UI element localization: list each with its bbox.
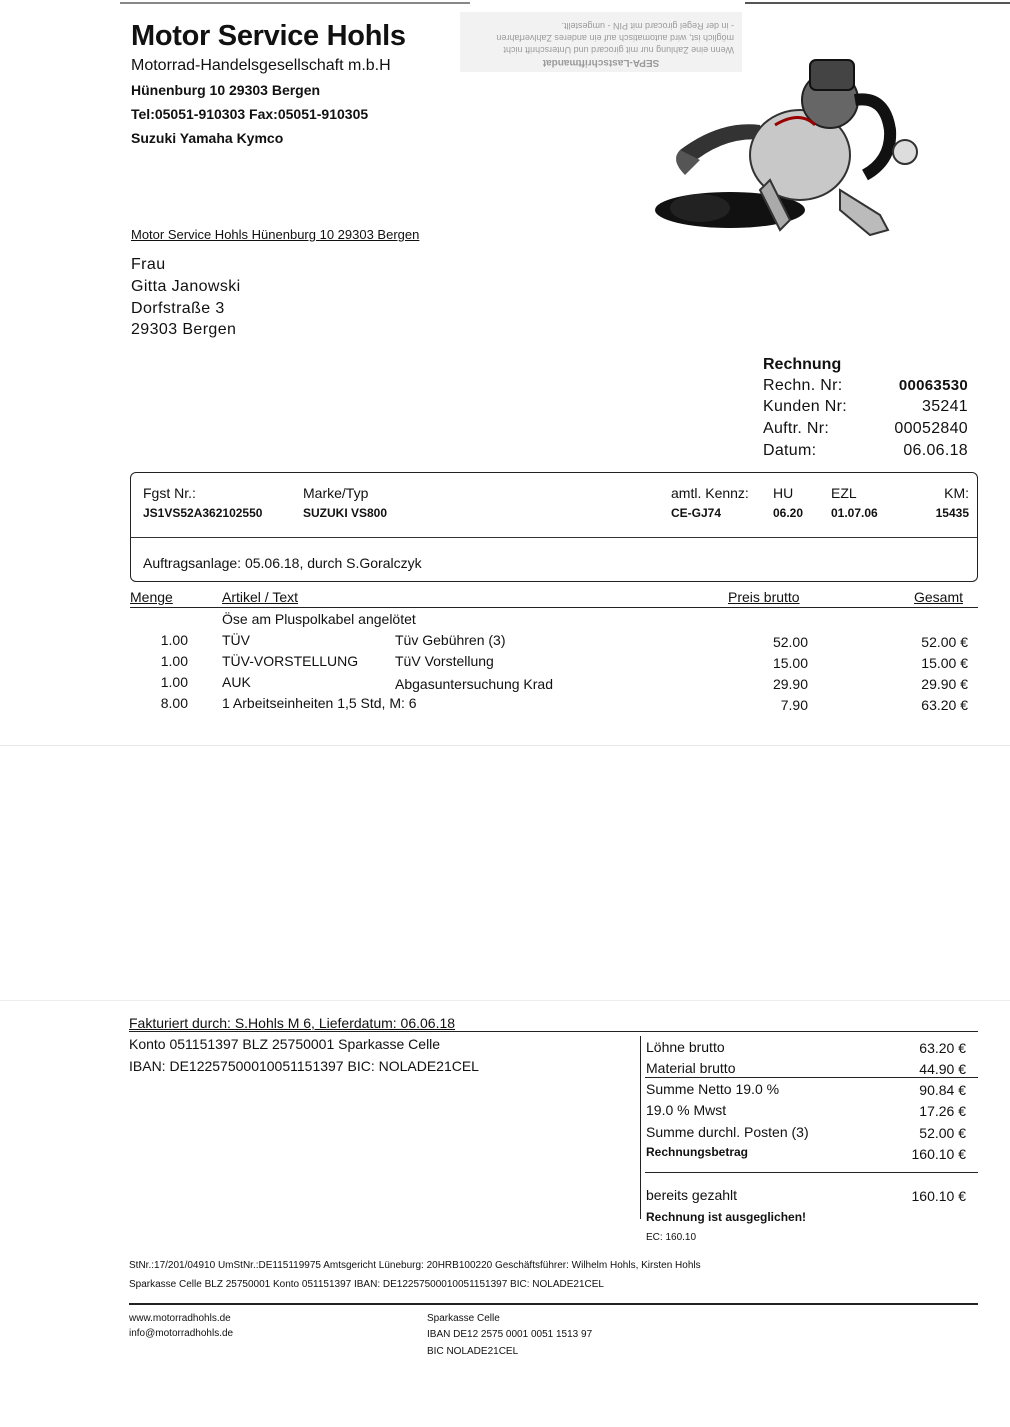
item-price: 7.90 bbox=[780, 697, 808, 713]
item-price: 29.90 bbox=[772, 676, 808, 692]
item-qty: 1.00 bbox=[160, 653, 188, 669]
company-address: Hünenburg 10 29303 Bergen bbox=[131, 82, 321, 98]
chassis-number-label: Fgst Nr.: bbox=[143, 485, 196, 501]
item-price: 15.00 bbox=[772, 655, 808, 671]
recipient-name: Gitta Janowski bbox=[131, 278, 241, 295]
paid-value: 160.10 € bbox=[911, 1188, 966, 1204]
stamp-line: möglich ist, wird automatisch auf ein anderes Zahlverfahren bbox=[496, 33, 734, 43]
footer-legal: StNr.:17/201/04910 UmStNr.:DE115119975 Amtsgericht Lüneburg: 20HRB100220 Geschäftsführer: Wilhelm Hohls, Kirsten Hohls bbox=[129, 1260, 701, 1271]
material-gross-label: Material brutto bbox=[646, 1060, 736, 1076]
invoice-amount-label: Rechnungsbetrag bbox=[646, 1145, 749, 1159]
customer-number-label: Kunden Nr: bbox=[763, 398, 847, 415]
item-price: 52.00 bbox=[772, 634, 808, 650]
ezl-label: EZL bbox=[831, 485, 857, 501]
company-subtitle: Motorrad-Handelsgesellschaft m.b.H bbox=[131, 57, 391, 74]
item-total: 15.00 € bbox=[921, 655, 968, 671]
plate-value: CE-GJ74 bbox=[671, 506, 722, 520]
net-sum-value: 90.84 € bbox=[919, 1082, 966, 1098]
item-article: 1 Arbeitseinheiten 1,5 Std, M: 6 bbox=[222, 695, 417, 711]
vat-label: 19.0 % Mwst bbox=[646, 1102, 727, 1118]
item-text: Tüv Gebühren (3) bbox=[395, 632, 506, 648]
item-total: 63.20 € bbox=[921, 697, 968, 713]
labor-gross-label: Löhne brutto bbox=[646, 1039, 725, 1055]
items-header-price: Preis brutto bbox=[728, 589, 800, 605]
invoice-title: Rechnung bbox=[763, 356, 842, 373]
recipient-salutation: Frau bbox=[131, 256, 166, 273]
item-text: TüV Vorstellung bbox=[395, 653, 494, 669]
order-note: Auftragsanlage: 05.06.18, durch S.Goralczyk bbox=[143, 555, 422, 571]
item-total: 29.90 € bbox=[921, 676, 968, 692]
item-qty: 1.00 bbox=[160, 632, 188, 648]
vat-value: 17.26 € bbox=[919, 1103, 966, 1119]
items-header-total: Gesamt bbox=[914, 589, 964, 605]
invoice-number-label: Rechn. Nr: bbox=[763, 377, 843, 394]
sender-line: Motor Service Hohls Hünenburg 10 29303 Bergen bbox=[131, 227, 420, 242]
hu-label: HU bbox=[773, 485, 794, 501]
plate-label: amtl. Kennz: bbox=[671, 485, 749, 501]
vehicle-box bbox=[130, 472, 978, 582]
company-brands: Suzuki Yamaha Kymco bbox=[131, 130, 284, 146]
make-type-label: Marke/Typ bbox=[303, 485, 369, 501]
motorcycle-mascot-icon bbox=[640, 40, 940, 240]
net-sum-label: Summe Netto 19.0 % bbox=[646, 1081, 780, 1097]
invoice-number-value: 00063530 bbox=[898, 377, 968, 394]
bank-line-1: Konto 051151397 BLZ 25750001 Sparkasse Celle bbox=[129, 1036, 441, 1052]
order-number-label: Auftr. Nr: bbox=[763, 420, 830, 437]
footer-bic: BIC NOLADE21CEL bbox=[427, 1346, 519, 1357]
item-note: Öse am Pluspolkabel angelötet bbox=[222, 611, 416, 627]
ec-payment: EC: 160.10 bbox=[646, 1232, 697, 1243]
recipient-street: Dorfstraße 3 bbox=[131, 300, 225, 317]
stamp-line: Wenn eine Zahlung nur mit girocard und Unterschrift nicht bbox=[503, 45, 734, 55]
item-text: Abgasuntersuchung Krad bbox=[395, 676, 553, 692]
item-article: AUK bbox=[222, 674, 251, 690]
bank-line-2: IBAN: DE12257500010051151397 BIC: NOLADE21CEL bbox=[129, 1058, 479, 1074]
chassis-number-value: JS1VS52A362102550 bbox=[143, 506, 263, 520]
customer-number-value: 35241 bbox=[922, 398, 968, 415]
settled-note: Rechnung ist ausgeglichen! bbox=[646, 1210, 807, 1224]
invoice-amount-value: 160.10 € bbox=[911, 1146, 966, 1162]
invoice-date-label: Datum: bbox=[763, 442, 817, 459]
recipient-city: 29303 Bergen bbox=[131, 321, 237, 338]
material-gross-value: 44.90 € bbox=[919, 1061, 966, 1077]
pass-through-value: 52.00 € bbox=[919, 1125, 966, 1141]
footer-website: www.motorradhohls.de bbox=[129, 1313, 231, 1324]
pass-through-label: Summe durchl. Posten (3) bbox=[646, 1124, 809, 1140]
item-qty: 1.00 bbox=[160, 674, 188, 690]
item-total: 52.00 € bbox=[921, 634, 968, 650]
hu-value: 06.20 bbox=[773, 506, 804, 520]
invoice-date-value: 06.06.18 bbox=[903, 442, 968, 459]
ezl-value: 01.07.06 bbox=[831, 506, 878, 520]
items-header-rule bbox=[130, 607, 978, 608]
order-number-value: 00052840 bbox=[894, 420, 968, 437]
billed-by: Fakturiert durch: S.Hohls M 6, Lieferdatum: 06.06.18 bbox=[129, 1015, 456, 1031]
company-name: Motor Service Hohls bbox=[131, 20, 406, 52]
vehicle-box-divider bbox=[131, 537, 977, 538]
footer-bank: Sparkasse Celle BLZ 25750001 Konto 051151397 IBAN: DE12257500010051151397 BIC: NOLADE21CEL bbox=[129, 1279, 604, 1290]
stamp-line: - in der Regel girocard mit PIN - umgestellt. bbox=[561, 21, 734, 31]
company-phone-fax: Tel:05051-910303 Fax:05051-910305 bbox=[131, 106, 369, 122]
items-header-qty: Menge bbox=[130, 589, 173, 605]
footer-iban: IBAN DE12 2575 0001 0051 1513 97 bbox=[427, 1329, 593, 1340]
summary-rule bbox=[129, 1031, 978, 1032]
km-value: 15435 bbox=[935, 506, 969, 520]
item-qty: 8.00 bbox=[160, 695, 188, 711]
footer-rule bbox=[129, 1303, 978, 1305]
km-label: KM: bbox=[944, 485, 969, 501]
item-article: TÜV bbox=[222, 632, 250, 648]
stamp-title: SEPA-Lastschriftmandat bbox=[542, 57, 660, 68]
labor-gross-value: 63.20 € bbox=[919, 1040, 966, 1056]
item-article: TÜV-VORSTELLUNG bbox=[222, 653, 359, 669]
items-header-article: Artikel / Text bbox=[222, 589, 298, 605]
make-type-value: SUZUKI VS800 bbox=[303, 506, 388, 520]
paid-label: bereits gezahlt bbox=[646, 1187, 738, 1203]
footer-email: info@motorradhohls.de bbox=[129, 1328, 234, 1339]
footer-bank-name: Sparkasse Celle bbox=[427, 1313, 500, 1324]
totals-vertical-rule bbox=[640, 1036, 641, 1219]
